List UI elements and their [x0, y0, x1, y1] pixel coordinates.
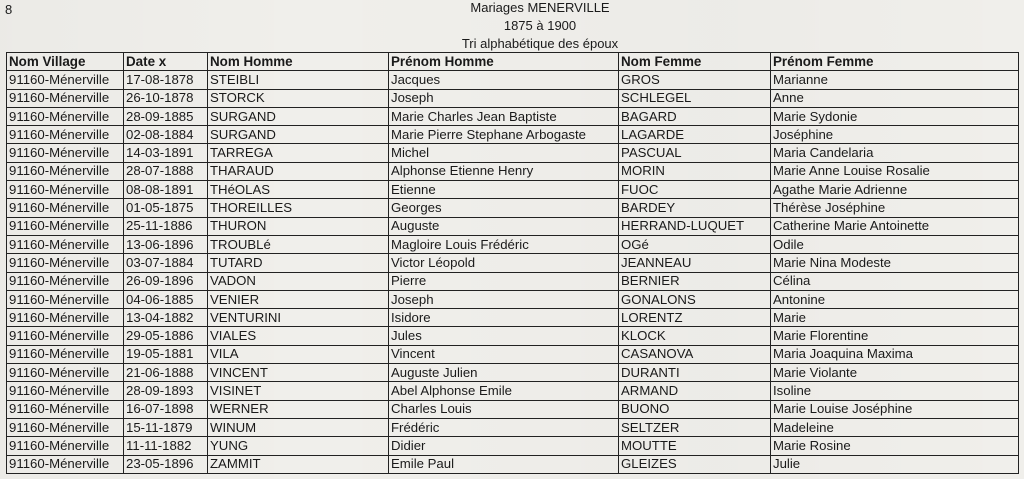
column-village-cell: 91160-Ménerville — [7, 71, 124, 89]
column-date-cell: 19-05-1881 — [124, 345, 208, 363]
column-date-cell: 08-08-1891 — [124, 181, 208, 199]
column-bride-surname-cell: JEANNEAU — [619, 254, 771, 272]
column-bride-firstname-header: Prénom Femme — [771, 53, 1019, 71]
column-date-cell: 29-05-1886 — [124, 327, 208, 345]
table-row — [7, 89, 1019, 107]
column-bride-firstname-cell: Julie — [771, 455, 1019, 473]
column-groom-surname-cell: WINUM — [208, 418, 389, 436]
column-groom-surname-cell: SURGAND — [208, 126, 389, 144]
column-groom-surname-header: Nom Homme — [208, 53, 389, 71]
column-village-cell: 91160-Ménerville — [7, 199, 124, 217]
column-bride-surname-cell: ARMAND — [619, 382, 771, 400]
table-row — [7, 162, 1019, 180]
column-groom-firstname-cell: Marie Pierre Stephane Arbogaste — [389, 126, 619, 144]
column-groom-surname-cell: STEIBLI — [208, 71, 389, 89]
column-village-cell: 91160-Ménerville — [7, 437, 124, 455]
column-village-cell: 91160-Ménerville — [7, 418, 124, 436]
column-groom-surname-cell: VIALES — [208, 327, 389, 345]
column-date-cell: 13-04-1882 — [124, 309, 208, 327]
table-row — [7, 345, 1019, 363]
column-groom-surname-cell: WERNER — [208, 400, 389, 418]
column-groom-firstname-cell: Abel Alphonse Emile — [389, 382, 619, 400]
column-groom-surname-cell: THARAUD — [208, 162, 389, 180]
column-date-cell: 28-07-1888 — [124, 162, 208, 180]
column-village-cell: 91160-Ménerville — [7, 144, 124, 162]
table-row — [7, 126, 1019, 144]
column-bride-firstname-cell: Maria Candelaria — [771, 144, 1019, 162]
column-groom-firstname-cell: Charles Louis — [389, 400, 619, 418]
column-bride-surname-cell: LORENTZ — [619, 309, 771, 327]
column-date-cell: 25-11-1886 — [124, 217, 208, 235]
column-groom-firstname-cell: Jules — [389, 327, 619, 345]
column-village-cell: 91160-Ménerville — [7, 345, 124, 363]
page-number: 8 — [5, 2, 13, 17]
column-bride-surname-cell: BERNIER — [619, 272, 771, 290]
column-village-cell: 91160-Ménerville — [7, 107, 124, 125]
document-title: Mariages MENERVILLE — [470, 0, 610, 15]
column-village-cell: 91160-Ménerville — [7, 309, 124, 327]
column-groom-firstname-header: Prénom Homme — [389, 53, 619, 71]
column-bride-surname-cell: GLEIZES — [619, 455, 771, 473]
column-groom-firstname-cell: Isidore — [389, 309, 619, 327]
table-row — [7, 382, 1019, 400]
column-village-cell: 91160-Ménerville — [7, 217, 124, 235]
column-groom-firstname-cell: Pierre — [389, 272, 619, 290]
column-village-cell: 91160-Ménerville — [7, 126, 124, 144]
column-groom-surname-cell: VENIER — [208, 290, 389, 308]
column-date-cell: 11-11-1882 — [124, 437, 208, 455]
table-row — [7, 272, 1019, 290]
column-groom-surname-cell: THéOLAS — [208, 181, 389, 199]
column-village-cell: 91160-Ménerville — [7, 382, 124, 400]
column-bride-surname-cell: GONALONS — [619, 290, 771, 308]
column-bride-firstname-cell: Maria Joaquina Maxima — [771, 345, 1019, 363]
column-village-cell: 91160-Ménerville — [7, 327, 124, 345]
column-village-cell: 91160-Ménerville — [7, 162, 124, 180]
column-groom-firstname-cell: Georges — [389, 199, 619, 217]
column-date-cell: 14-03-1891 — [124, 144, 208, 162]
column-groom-surname-cell: YUNG — [208, 437, 389, 455]
column-bride-surname-cell: FUOC — [619, 181, 771, 199]
column-groom-firstname-cell: Emile Paul — [389, 455, 619, 473]
table-row — [7, 455, 1019, 473]
column-village-cell: 91160-Ménerville — [7, 235, 124, 253]
column-bride-surname-cell: GROS — [619, 71, 771, 89]
column-groom-surname-cell: STORCK — [208, 89, 389, 107]
column-groom-surname-cell: SURGAND — [208, 107, 389, 125]
column-groom-surname-cell: THURON — [208, 217, 389, 235]
column-date-cell: 23-05-1896 — [124, 455, 208, 473]
column-bride-firstname-cell: Marianne — [771, 71, 1019, 89]
column-village-cell: 91160-Ménerville — [7, 254, 124, 272]
column-date-cell: 17-08-1878 — [124, 71, 208, 89]
column-groom-firstname-cell: Etienne — [389, 181, 619, 199]
table-row — [7, 107, 1019, 125]
column-bride-firstname-cell: Joséphine — [771, 126, 1019, 144]
table-body — [7, 71, 1019, 474]
column-bride-surname-cell: OGé — [619, 235, 771, 253]
column-village-header: Nom Village — [7, 53, 124, 71]
column-bride-surname-cell: SELTZER — [619, 418, 771, 436]
column-groom-firstname-cell: Alphonse Etienne Henry — [389, 162, 619, 180]
column-bride-surname-cell: MORIN — [619, 162, 771, 180]
column-groom-surname-cell: VISINET — [208, 382, 389, 400]
column-bride-firstname-cell: Agathe Marie Adrienne — [771, 181, 1019, 199]
column-date-cell: 26-09-1896 — [124, 272, 208, 290]
column-bride-firstname-cell: Anne — [771, 89, 1019, 107]
table-row — [7, 217, 1019, 235]
column-date-cell: 02-08-1884 — [124, 126, 208, 144]
column-bride-surname-header: Nom Femme — [619, 53, 771, 71]
column-bride-surname-cell: CASANOVA — [619, 345, 771, 363]
column-bride-firstname-cell: Thérèse Joséphine — [771, 199, 1019, 217]
column-date-cell: 04-06-1885 — [124, 290, 208, 308]
column-bride-firstname-cell: Marie — [771, 309, 1019, 327]
column-groom-surname-cell: VADON — [208, 272, 389, 290]
column-groom-surname-cell: VILA — [208, 345, 389, 363]
column-bride-surname-cell: BARDEY — [619, 199, 771, 217]
column-groom-surname-cell: TROUBLé — [208, 235, 389, 253]
column-bride-firstname-cell: Marie Violante — [771, 364, 1019, 382]
column-bride-surname-cell: HERRAND-LUQUET — [619, 217, 771, 235]
column-groom-firstname-cell: Frédéric — [389, 418, 619, 436]
column-date-cell: 21-06-1888 — [124, 364, 208, 382]
column-bride-surname-cell: SCHLEGEL — [619, 89, 771, 107]
column-bride-firstname-cell: Marie Sydonie — [771, 107, 1019, 125]
table-row — [7, 290, 1019, 308]
column-bride-surname-cell: DURANTI — [619, 364, 771, 382]
column-bride-firstname-cell: Marie Louise Joséphine — [771, 400, 1019, 418]
table-row — [7, 199, 1019, 217]
table-row — [7, 437, 1019, 455]
column-bride-firstname-cell: Isoline — [771, 382, 1019, 400]
column-bride-firstname-cell: Marie Nina Modeste — [771, 254, 1019, 272]
column-bride-firstname-cell: Catherine Marie Antoinette — [771, 217, 1019, 235]
column-date-cell: 13-06-1896 — [124, 235, 208, 253]
table-row — [7, 71, 1019, 89]
table-row — [7, 309, 1019, 327]
column-village-cell: 91160-Ménerville — [7, 89, 124, 107]
column-date-cell: 03-07-1884 — [124, 254, 208, 272]
column-bride-firstname-cell: Marie Florentine — [771, 327, 1019, 345]
column-bride-firstname-cell: Odile — [771, 235, 1019, 253]
column-village-cell: 91160-Ménerville — [7, 400, 124, 418]
table-row — [7, 181, 1019, 199]
column-bride-firstname-cell: Marie Rosine — [771, 437, 1019, 455]
column-date-cell: 01-05-1875 — [124, 199, 208, 217]
table-row — [7, 364, 1019, 382]
marriages-table — [6, 52, 1019, 474]
column-date-cell: 16-07-1898 — [124, 400, 208, 418]
column-date-cell: 28-09-1885 — [124, 107, 208, 125]
column-groom-firstname-cell: Joseph — [389, 290, 619, 308]
column-village-cell: 91160-Ménerville — [7, 290, 124, 308]
column-bride-surname-cell: LAGARDE — [619, 126, 771, 144]
column-bride-firstname-cell: Antonine — [771, 290, 1019, 308]
column-groom-surname-cell: VINCENT — [208, 364, 389, 382]
column-groom-firstname-cell: Michel — [389, 144, 619, 162]
column-groom-surname-cell: VENTURINI — [208, 309, 389, 327]
table-row — [7, 144, 1019, 162]
table-row — [7, 254, 1019, 272]
column-groom-firstname-cell: Marie Charles Jean Baptiste — [389, 107, 619, 125]
column-bride-firstname-cell: Marie Anne Louise Rosalie — [771, 162, 1019, 180]
column-groom-surname-cell: TUTARD — [208, 254, 389, 272]
table-header-row — [7, 53, 1019, 71]
column-bride-surname-cell: PASCUAL — [619, 144, 771, 162]
sort-note: Tri alphabétique des époux — [461, 36, 619, 51]
column-bride-surname-cell: MOUTTE — [619, 437, 771, 455]
column-bride-firstname-cell: Madeleine — [771, 418, 1019, 436]
column-bride-surname-cell: BUONO — [619, 400, 771, 418]
document-period: 1875 à 1900 — [503, 18, 577, 33]
table-row — [7, 235, 1019, 253]
column-groom-firstname-cell: Auguste Julien — [389, 364, 619, 382]
column-bride-firstname-cell: Célina — [771, 272, 1019, 290]
column-village-cell: 91160-Ménerville — [7, 272, 124, 290]
table-row — [7, 327, 1019, 345]
column-date-cell: 26-10-1878 — [124, 89, 208, 107]
column-date-header: Date x — [124, 53, 208, 71]
column-bride-surname-cell: BAGARD — [619, 107, 771, 125]
column-groom-surname-cell: THOREILLES — [208, 199, 389, 217]
column-groom-surname-cell: TARREGA — [208, 144, 389, 162]
column-village-cell: 91160-Ménerville — [7, 455, 124, 473]
table-row — [7, 418, 1019, 436]
table-row — [7, 400, 1019, 418]
column-groom-firstname-cell: Victor Léopold — [389, 254, 619, 272]
column-date-cell: 28-09-1893 — [124, 382, 208, 400]
column-groom-firstname-cell: Auguste — [389, 217, 619, 235]
column-groom-firstname-cell: Joseph — [389, 89, 619, 107]
column-groom-firstname-cell: Didier — [389, 437, 619, 455]
column-date-cell: 15-11-1879 — [124, 418, 208, 436]
column-village-cell: 91160-Ménerville — [7, 364, 124, 382]
column-bride-surname-cell: KLOCK — [619, 327, 771, 345]
column-groom-firstname-cell: Vincent — [389, 345, 619, 363]
column-village-cell: 91160-Ménerville — [7, 181, 124, 199]
column-groom-firstname-cell: Jacques — [389, 71, 619, 89]
column-groom-surname-cell: ZAMMIT — [208, 455, 389, 473]
column-groom-firstname-cell: Magloire Louis Frédéric — [389, 235, 619, 253]
